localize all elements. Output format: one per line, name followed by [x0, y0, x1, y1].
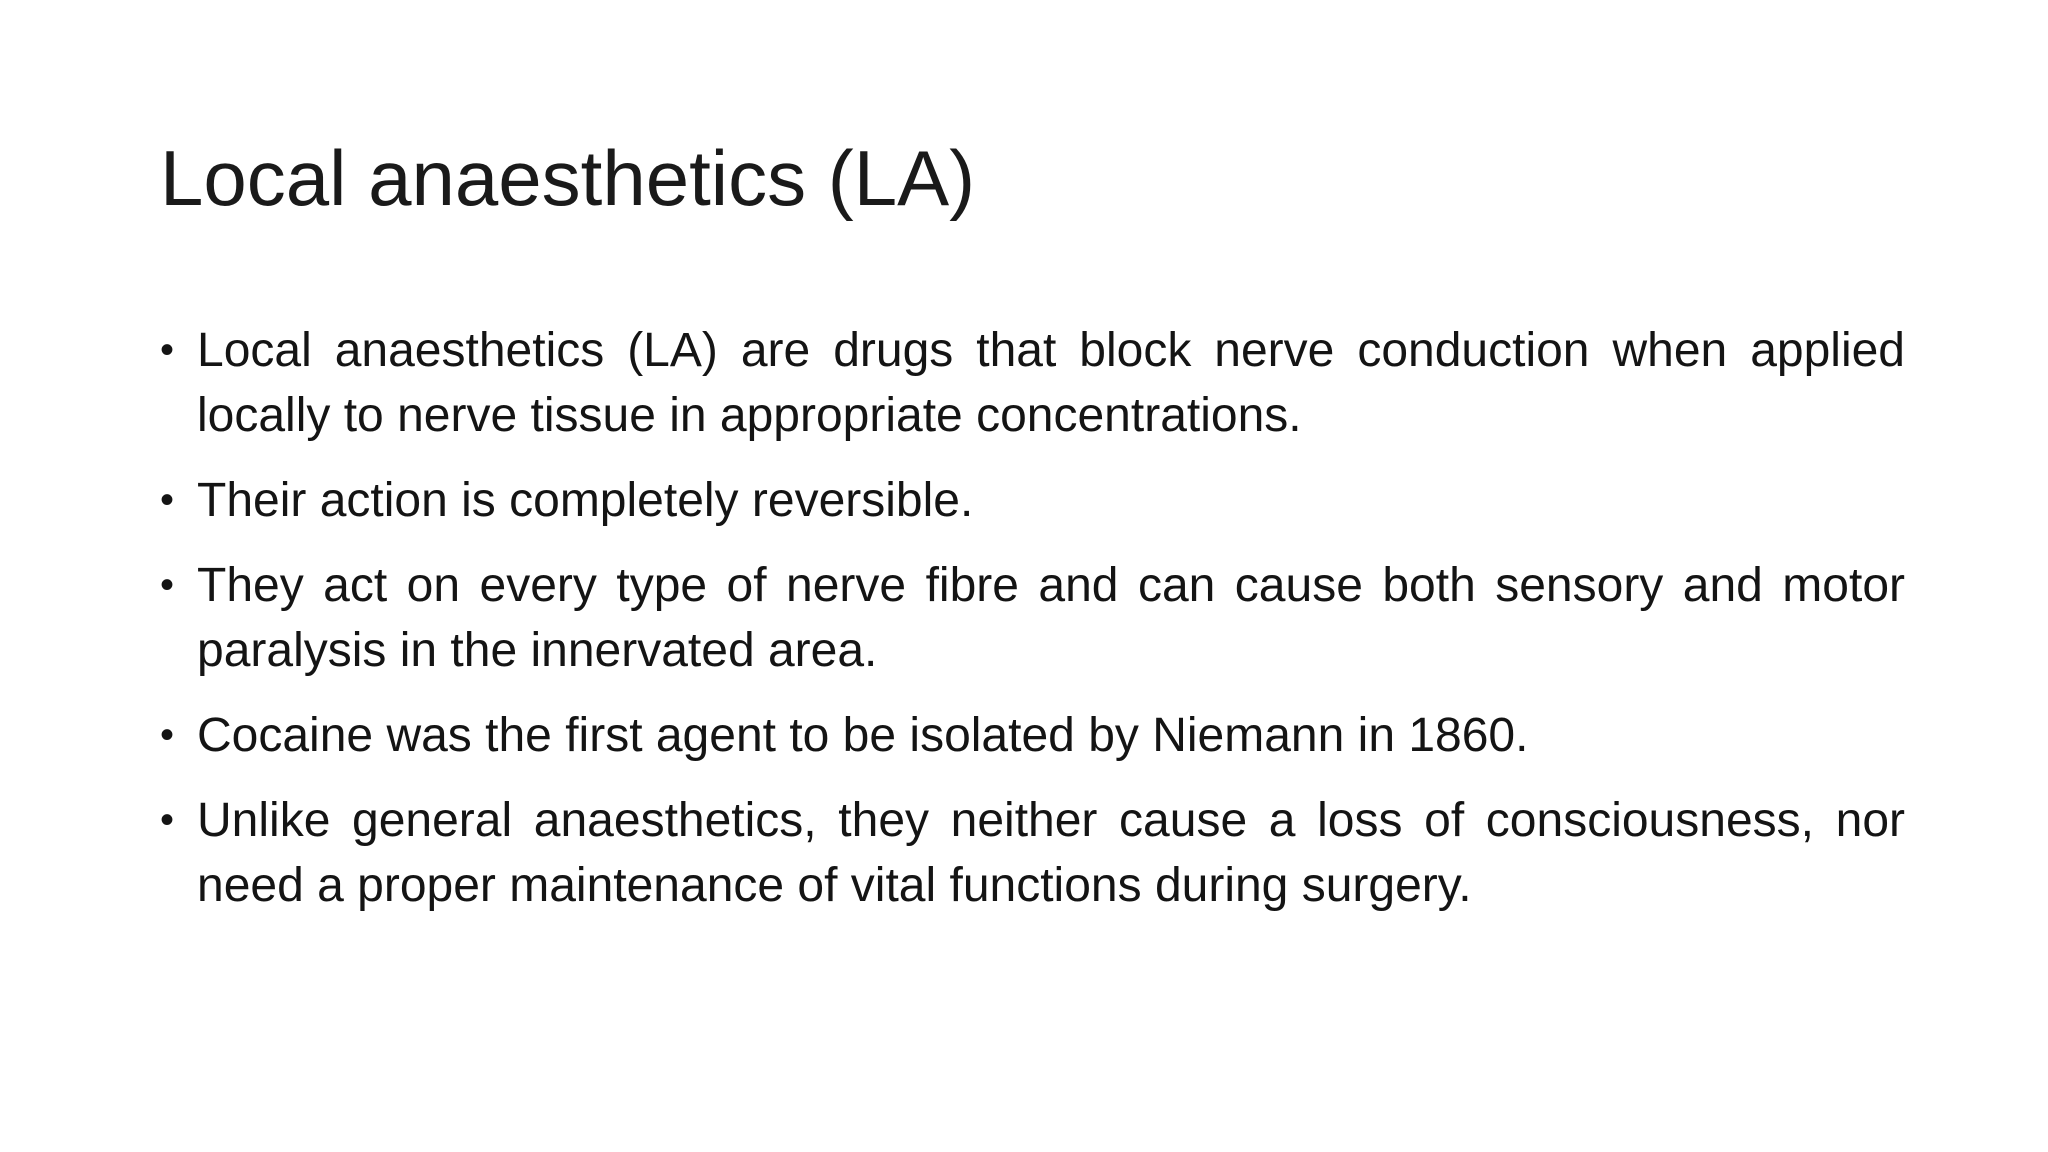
bullet-text: Local anaesthetics (LA) are drugs that block nerve conduction when applied locally to nerve tissue in appropriate concentrations.: [197, 324, 1905, 442]
slide-title: Local anaesthetics (LA): [160, 134, 976, 222]
bullet-list: [160, 318, 1905, 938]
bullet-text: Cocaine was the first agent to be isolated by Niemann in 1860.: [197, 709, 1529, 762]
bullet-text: They act on every type of nerve fibre and can cause both sensory and motor paralysis in the innervated area.: [197, 559, 1905, 677]
bullet-icon: •: [160, 328, 175, 372]
bullet-icon: •: [160, 713, 175, 757]
bullet-item: [160, 788, 1905, 918]
bullet-icon: •: [160, 563, 175, 607]
bullet-item: [160, 703, 1905, 768]
bullet-item: [160, 318, 1905, 448]
bullet-text: Their action is completely reversible.: [197, 474, 974, 527]
bullet-text: Unlike general anaesthetics, they neither cause a loss of consciousness, nor need a proper maintenance of vital functions during surgery.: [197, 794, 1905, 912]
bullet-item: [160, 468, 1905, 533]
bullet-item: [160, 553, 1905, 683]
bullet-icon: •: [160, 478, 175, 522]
bullet-icon: •: [160, 798, 175, 842]
